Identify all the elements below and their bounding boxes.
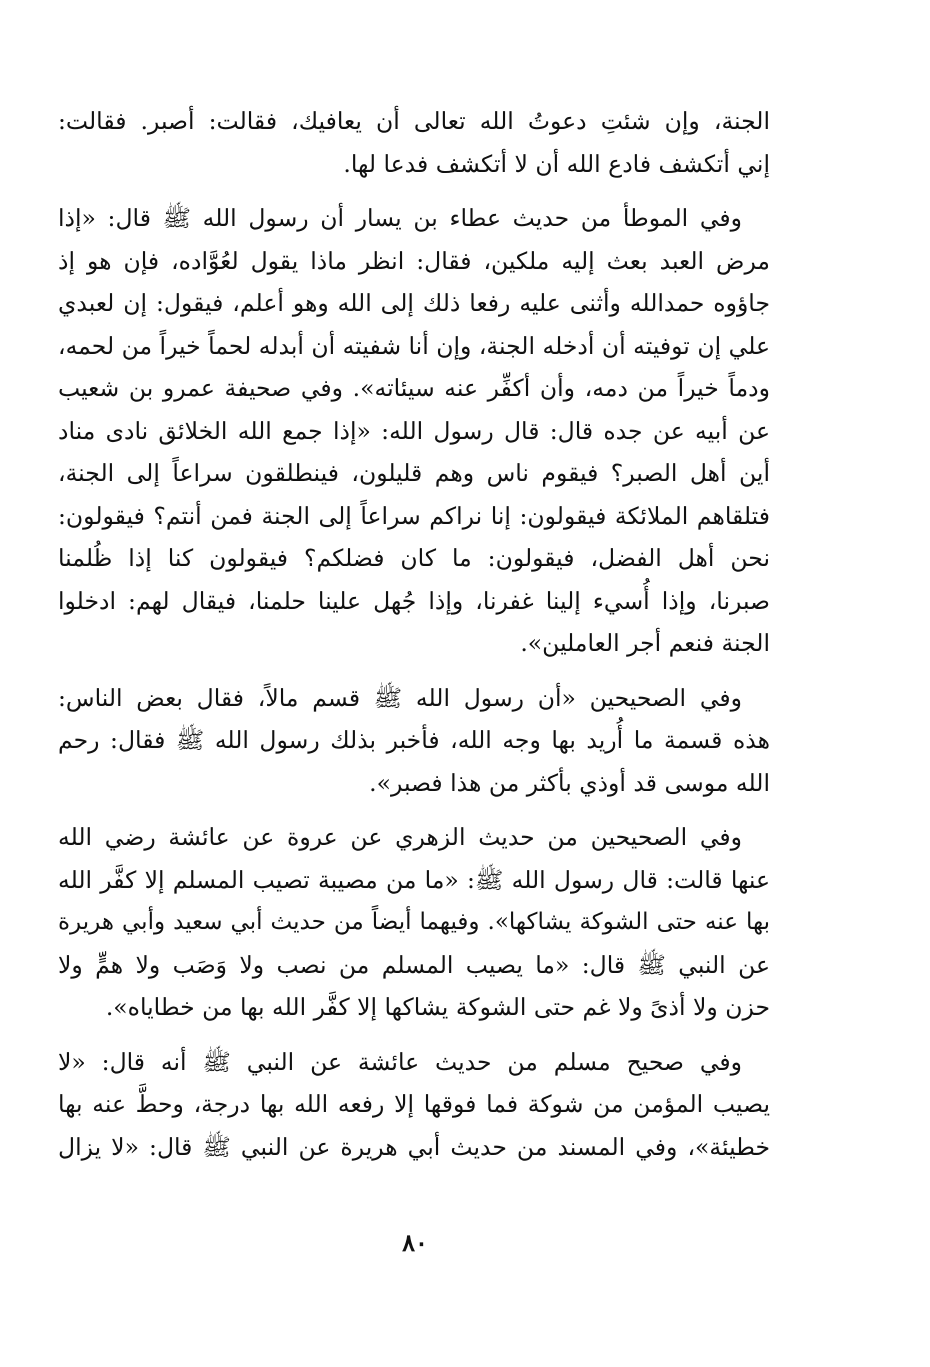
text-line: الجنة فنعم أجر العاملين».: [520, 629, 770, 657]
text-line: خطيئة»، وفي المسند من حديث أبي هريرة عن النبي ﷺ قال: «لا يزال: [58, 1132, 770, 1161]
text-line: جاؤوه حمدالله وأثنى عليه رفعا ذلك إلى الله وهو أعلم، فيقول: إن لعبدي: [58, 289, 770, 317]
text-line: بها عنه حتى الشوكة يشاكها». وفيهما أيضاً من حديث أبي سعيد وأبي هريرة: [58, 909, 770, 935]
text-line: عن أبيه عن جده قال: قال رسول الله: «إذا جمع الله الخلائق نادى مناد: [58, 416, 770, 445]
text-line: يصيب المؤمن من شوكة فما فوقها إلا رفعه الله بها درجة، وحطَّ عنه بها: [58, 1090, 770, 1118]
paragraph-5: [58, 1041, 770, 1169]
text-line: علي إن توفيته أن أدخله الجنة، وإن أنا شفيته أن أبدله لحماً خيراً من لحمه،: [58, 331, 770, 360]
text-line: هذه قسمة ما أُريد بها وجه الله، فأخبر بذلك رسول الله ﷺ فقال: رحم: [58, 726, 770, 754]
text-line: وفي الموطأ من حديث عطاء بن يسار أن رسول الله ﷺ قال: «إذا: [58, 204, 742, 232]
text-line: الجنة، وإن شئتِ دعوتُ الله تعالى أن يعافيك، فقالت: أصبر. فقالت:: [58, 107, 770, 135]
paragraph-1: [58, 100, 770, 185]
text-line: حزن ولا أذىً ولا غم حتى الشوكة يشاكها إلا كفَّر الله بها من خطاياه».: [105, 993, 770, 1021]
text-line: فتلقاهم الملائكة فيقولون: إنا نراكم سراعاً إلى الجنة فمن أنتم؟ فيقولون:: [58, 501, 770, 530]
text-line: وفي الصحيحين من حديث الزهري عن عروة عن عائشة رضي الله: [58, 823, 742, 851]
text-line: ودماً خيراً من دمه، وأن أكفِّر عنه سيئاته». وفي صحيفة عمرو بن شعيب: [58, 374, 770, 402]
text-line: مرض العبد بعث إليه ملكين، فقال: انظر ماذا يقول لعُوَّاده، فإن هو إذ: [58, 246, 770, 275]
text-line: صبرنا، وإذا أُسيء إلينا غفرنا، وإذا جُهل علينا حلمنا، فيقال لهم: ادخلوا: [58, 586, 770, 615]
paragraph-2: [58, 197, 770, 665]
text-line: وفي صحيح مسلم من حديث عائشة عن النبي ﷺ أنه قال: «لا: [58, 1047, 742, 1076]
text-line: الله موسى قد أوذي بأكثر من هذا فصبر».: [369, 768, 770, 797]
paragraph-3: [58, 677, 770, 805]
text-line: نحن أهل الفضل، فيقولون: ما كان فضلكم؟ فيقولون كنا إذا ظُلمنا: [58, 544, 770, 572]
page-body: [58, 100, 770, 1180]
text-line: أين أهل الصبر؟ فيقوم ناس وهم قليلون، فينطلقون سراعاً إلى الجنة،: [58, 459, 770, 487]
text-line: عنها قالت: قال رسول الله ﷺ: «ما من مصيبة تصيب المسلم إلا كفَّر الله: [58, 865, 770, 894]
page-number: ٨٠: [402, 1228, 428, 1257]
text-line: وفي الصحيحين «أن رسول الله ﷺ قسم مالاً، فقال بعض الناس:: [58, 683, 742, 712]
text-line: إني أتكشف فادع الله أن لا أتكشف فدعا لها.: [343, 149, 770, 178]
text-line: عن النبي ﷺ قال: «ما يصيب المسلم من نصب ولا وَصَب ولا همٍّ ولا: [58, 950, 770, 979]
paragraph-4: [58, 816, 770, 1029]
